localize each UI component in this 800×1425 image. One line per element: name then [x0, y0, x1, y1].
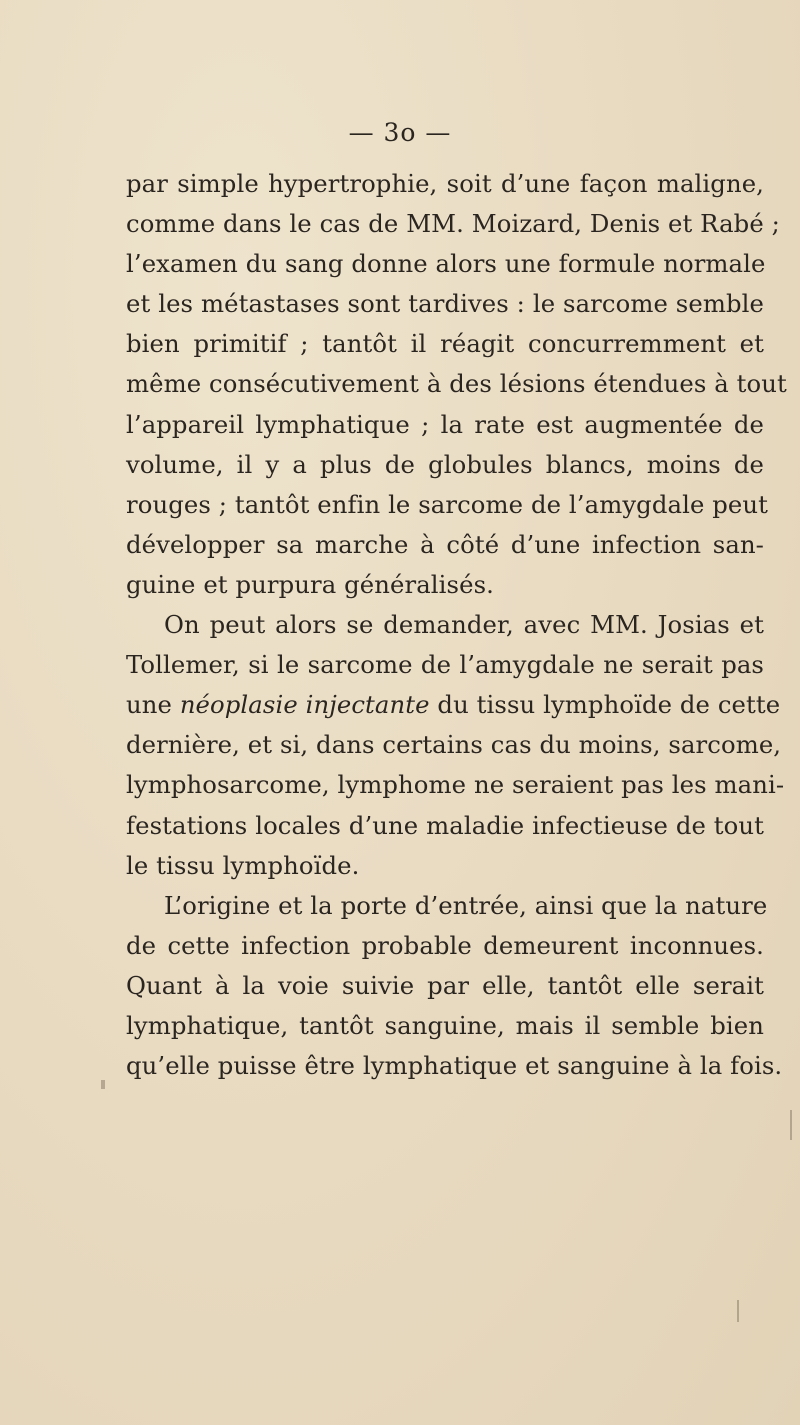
text-line: Quant à la voie suivie par elle, tantôt elle serait — [126, 970, 764, 1000]
text-line: par simple hypertrophie, soit d’une façon maligne, — [126, 169, 764, 198]
text-line: qu’elle puisse être lymphatique et sanguine à la fois. — [126, 1051, 783, 1081]
text-line: même consécutivement à des lésions étendues à tout — [126, 369, 787, 399]
text-line: dernière, et si, dans certains cas du moins, sarcome, — [126, 730, 782, 760]
text-line: lymphatique, tantôt sanguine, mais il semble bien — [126, 1010, 764, 1040]
text-line: le tissu lymphoïde. — [126, 850, 360, 880]
text-line: comme dans le cas de MM. Moizard, Denis et Rabé ; — [126, 209, 780, 239]
text-fragment: une — [126, 690, 180, 720]
text-line: volume, il y a plus de globules blancs, moins de — [126, 449, 764, 479]
text-line: de cette infection probable demeurent inconnues. — [126, 930, 764, 960]
body-text — [126, 164, 787, 1086]
paper-speck — [737, 1300, 739, 1322]
text-line: rouges ; tantôt enfin le sarcome de l’amygdale peut — [126, 489, 768, 519]
text-fragment: du tissu lymphoïde de cette — [429, 690, 781, 720]
page-number: — 3o — — [348, 118, 452, 147]
text-line: lymphosarcome, lymphome ne seraient pas les mani- — [126, 770, 785, 800]
paper-speck — [101, 1080, 105, 1089]
paper-speck — [790, 1110, 792, 1140]
text-line: Tollemer, si le sarcome de l’amygdale ne serait pas — [126, 650, 764, 680]
paragraph-start-line: On peut alors se demander, avec MM. Josias et — [164, 610, 764, 640]
italic-term: néoplasie injectante — [179, 690, 430, 720]
text-line: festations locales d’une maladie infectieuse de tout — [126, 810, 764, 840]
text-line: l’appareil lymphatique ; la rate est augmentée de — [126, 409, 764, 439]
text-line: et les métastases sont tardives : le sarcome semble — [126, 289, 764, 319]
paragraph-start-line: L’origine et la porte d’entrée, ainsi que la nature — [164, 890, 768, 920]
text-line: l’examen du sang donne alors une formule normale — [126, 249, 766, 279]
text-line: guine et purpura généralisés. — [126, 569, 494, 599]
text-line: développer sa marche à côté d’une infection san- — [126, 529, 764, 559]
text-line-with-italic — [126, 685, 781, 725]
text-line: bien primitif ; tantôt il réagit concurremment et — [126, 329, 764, 359]
